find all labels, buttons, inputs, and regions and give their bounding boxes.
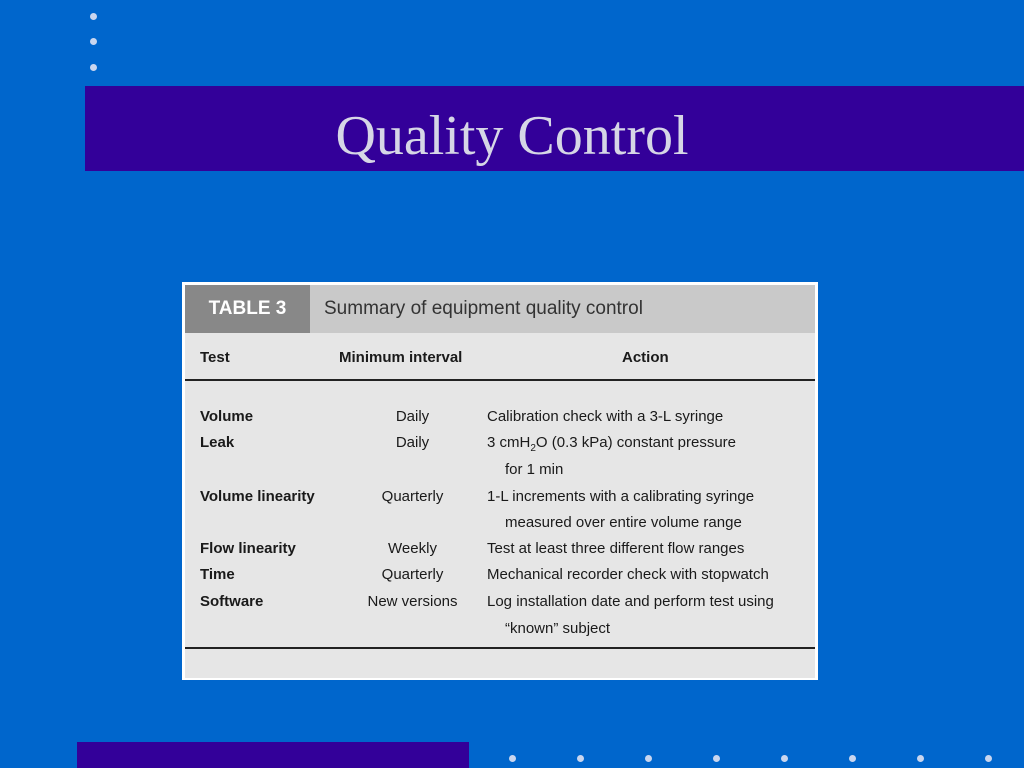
row-test: Volume linearity (200, 488, 315, 505)
row-action-continued: “known” subject (505, 620, 611, 637)
row-action-continued: for 1 min (505, 461, 564, 478)
table-caption: Summary of equipment quality control (324, 298, 643, 319)
row-action: Mechanical recorder check with stopwatch (487, 566, 769, 583)
row-test: Leak (200, 434, 235, 451)
row-interval: Daily (395, 408, 430, 425)
decor-dot (781, 755, 788, 762)
row-test: Flow linearity (200, 540, 296, 557)
row-action: Calibration check with a 3-L syringe (487, 408, 724, 425)
slide-title: Quality Control (335, 105, 689, 167)
row-action-text: 3 cmH (487, 434, 531, 451)
decor-dot (849, 755, 856, 762)
decor-dot (90, 64, 97, 71)
row-interval: Quarterly (381, 488, 444, 505)
decor-dot (90, 13, 97, 20)
row-action-subscript: 2 (530, 443, 536, 454)
row-interval: New versions (367, 593, 458, 610)
row-test: Volume (200, 408, 254, 425)
decor-dot (90, 38, 97, 45)
row-action: Log installation date and perform test using (487, 593, 774, 610)
table-header-bar (185, 285, 815, 333)
header-rule (185, 379, 815, 381)
row-action (487, 434, 736, 454)
decor-dot (985, 755, 992, 762)
decor-dot (713, 755, 720, 762)
bottom-band (77, 742, 469, 768)
footer-rule (185, 647, 815, 649)
row-action-text: O (0.3 kPa) constant pressure (535, 434, 736, 451)
column-header-test: Test (200, 349, 230, 366)
row-action: 1-L increments with a calibrating syringe (487, 488, 755, 505)
row-interval: Quarterly (381, 566, 444, 583)
decor-dot (645, 755, 652, 762)
decor-dot (917, 755, 924, 762)
column-header-interval: Minimum interval (339, 349, 463, 366)
equipment-qc-table (182, 282, 818, 680)
table-label: TABLE 3 (185, 285, 310, 333)
decor-dot (509, 755, 516, 762)
row-action-continued: measured over entire volume range (505, 514, 742, 531)
row-test: Time (200, 566, 235, 583)
row-interval: Weekly (388, 540, 437, 557)
table-body (185, 285, 815, 678)
row-test: Software (200, 593, 264, 610)
row-interval: Daily (395, 434, 430, 451)
decor-dot (577, 755, 584, 762)
row-action: Test at least three different flow ranges (487, 540, 745, 557)
column-header-action: Action (622, 349, 669, 366)
